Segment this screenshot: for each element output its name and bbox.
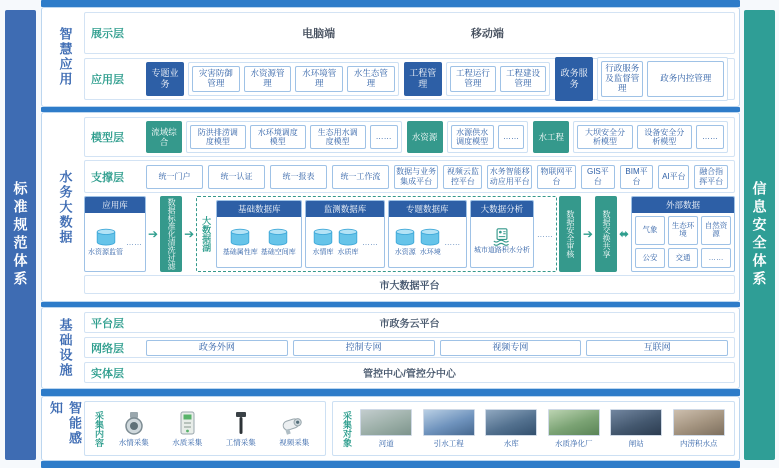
section-label-infrastructure: 基础设施 (57, 318, 73, 378)
special-business-items (188, 62, 399, 96)
application-database-body (85, 213, 145, 271)
network-layer-row (84, 337, 735, 358)
cylinder-label: 基础空间库 (260, 248, 296, 256)
reservoir-photo (485, 409, 537, 436)
standards-system-rail: 标准规范体系 (5, 10, 36, 460)
support-item: BIM平台 (620, 165, 654, 189)
flow-double-arrow-icon: ⬌ (618, 227, 629, 241)
ellipsis-text: …… (362, 237, 378, 247)
model-layer-label: 模型层 (91, 132, 124, 144)
engineering-items (446, 62, 550, 96)
app-item: 工程建设管理 (500, 66, 546, 92)
database-cylinder-icon (229, 228, 251, 246)
network-layer-label: 网络层 (91, 342, 124, 355)
support-layer-row (84, 160, 735, 193)
ellipsis-text: …… (444, 237, 461, 247)
database-cylinder-icon (337, 228, 359, 246)
external-item: 交通 (668, 248, 698, 268)
flow-arrow-icon: ➔ (148, 227, 159, 241)
flow-arrow-icon: ➔ (184, 227, 195, 241)
model-item: 大坝安全分析模型 (577, 125, 632, 149)
database-cylinder-icon (419, 228, 441, 246)
app-item: 灾害防御管理 (192, 66, 240, 92)
ellipsis-box: …… (498, 125, 525, 149)
base-database-body (217, 217, 301, 267)
section-label-smart-sensing: 智能感知 (48, 401, 82, 446)
top-divider-bar (41, 0, 740, 7)
model-item: 防洪排涝调度模型 (190, 125, 246, 149)
info-security-system-rail: 信息安全体系 (744, 10, 775, 460)
basin-head: 流域综合 (146, 121, 182, 153)
object-item-label: 引水工程 (433, 438, 464, 448)
ellipsis-text: …… (536, 229, 553, 239)
base-database-box (216, 200, 302, 268)
model-item: 设备安全分析模型 (637, 125, 692, 149)
network-item: 控制专网 (293, 340, 435, 356)
data-security-audit-label: 数据安全审核 (565, 210, 575, 258)
network-item: 互联网 (586, 340, 728, 356)
display-layer-label: 展示层 (91, 28, 124, 40)
object-item (357, 409, 416, 449)
display-layer-row (84, 12, 735, 54)
base-database-title: 基础数据库 (217, 201, 301, 217)
government-items (597, 57, 728, 100)
cylinder-label: 基础属性库 (222, 248, 258, 256)
sensor-probe-icon (235, 409, 247, 435)
data-cleansing-label: 数据标准化清洗过滤 (167, 198, 177, 270)
object-item-label: 河道 (378, 438, 394, 448)
city-big-data-platform-bar: 市大数据平台 (84, 275, 735, 294)
support-item: 物联网平台 (537, 165, 576, 189)
external-data-box (631, 196, 735, 272)
app-item: 水环境管理 (295, 66, 343, 92)
db-cylinder-item (223, 228, 258, 257)
sense-item-label: 工情采集 (225, 438, 256, 447)
support-item: 统一工作流 (332, 165, 389, 189)
ellipsis-box: …… (370, 125, 398, 149)
section-smart-application (41, 7, 740, 107)
thematic-database-box (388, 200, 467, 268)
water-engineering-head: 水工程 (533, 121, 569, 153)
database-cylinder-icon (267, 228, 289, 246)
section-label-smart-application: 智慧应用 (57, 27, 73, 87)
collection-objects-label: 采集对象 (341, 410, 352, 447)
external-item: 公安 (635, 248, 665, 268)
model-layer-row (84, 117, 735, 157)
application-database-box (84, 196, 146, 272)
big-data-analysis-title: 大数据分析 (471, 201, 533, 217)
data-exchange-share-label: 数据交换共享 (601, 210, 611, 258)
cylinder-label: 水资源监管 (88, 248, 123, 256)
camera-icon (281, 409, 307, 435)
object-item-label: 水库 (503, 438, 519, 448)
model-item: 水环境调度模型 (250, 125, 306, 149)
ellipsis-box: …… (696, 125, 724, 149)
support-item: 水务智能移动应用平台 (487, 165, 531, 189)
sense-item (216, 409, 266, 448)
app-item: 行政服务及监督管理 (601, 61, 643, 96)
sense-item-label: 水质采集 (172, 438, 203, 447)
section-water-big-data (41, 112, 740, 302)
database-cylinder-icon (394, 228, 416, 246)
big-data-analysis-box (470, 200, 534, 268)
support-item: 统一门户 (146, 165, 203, 189)
water-purification-plant-photo (548, 409, 600, 436)
application-layer-label: 应用层 (91, 74, 124, 86)
external-item: 自然资源 (701, 216, 731, 245)
gov-cloud-platform-label: 市政务云平台 (379, 319, 440, 330)
entity-layer-label: 实体层 (91, 367, 124, 380)
cylinder-label: 水质库 (337, 248, 359, 256)
object-item (670, 409, 729, 449)
cylinder-label: 水资源 (394, 248, 416, 256)
section-smart-sensing (41, 396, 740, 461)
support-item: GIS平台 (581, 165, 615, 189)
monitoring-database-box (305, 200, 384, 268)
sense-item (270, 409, 320, 448)
app-group-special-business (146, 62, 399, 96)
section-label-water-big-data: 水务大数据 (57, 169, 73, 245)
big-data-analysis-body (471, 217, 533, 267)
water-quality-meter-icon (180, 409, 195, 435)
data-flow-row (84, 196, 735, 272)
big-data-lake-label: 大数据湖 (201, 216, 212, 252)
sense-item (163, 409, 213, 448)
platform-layer-row (84, 312, 735, 333)
application-layer-row (84, 58, 735, 100)
cylinder-label: 水情库 (312, 248, 334, 256)
special-business-head: 专题业务 (146, 62, 184, 96)
waterlogging-analysis-icon (492, 228, 512, 246)
external-item: 生态环境 (668, 216, 698, 245)
analysis-item-label: 城市道路积水分析 (473, 247, 530, 255)
support-item: 统一认证 (208, 165, 265, 189)
app-item: 工程运行管理 (450, 66, 496, 92)
support-item: 统一报表 (270, 165, 327, 189)
object-item (545, 409, 604, 449)
application-database-title: 应用库 (85, 197, 145, 213)
model-group-basin (146, 121, 402, 153)
support-item: 视频云监控平台 (443, 165, 482, 189)
support-item: AI平台 (658, 165, 689, 189)
ellipsis-text: …… (126, 237, 142, 247)
external-data-grid (632, 213, 734, 271)
object-item-label: 水质净化厂 (555, 438, 593, 448)
mobile-terminal-label: 移动端 (470, 28, 504, 40)
monitoring-database-body (306, 217, 383, 267)
external-data-title: 外部数据 (632, 197, 734, 213)
db-cylinder-item (419, 228, 441, 257)
db-cylinder-item (261, 228, 296, 257)
support-item: 数据与业务集成平台 (394, 165, 438, 189)
water-engineering-models (573, 121, 728, 153)
bottom-divider-bar (41, 461, 740, 468)
waterlogging-point-photo (673, 409, 725, 436)
network-item: 政务外网 (146, 340, 288, 356)
big-data-lake (196, 196, 557, 272)
pc-terminal-label: 电脑端 (302, 28, 336, 40)
app-item: 水生态管理 (347, 66, 395, 92)
network-item: 视频专网 (440, 340, 582, 356)
collection-content-box (84, 401, 326, 456)
basin-models (186, 121, 402, 153)
water-diversion-project-photo (423, 409, 475, 436)
support-layer-label: 支撑层 (91, 171, 124, 184)
sense-item (109, 409, 159, 448)
flow-arrow-icon: ➔ (582, 227, 593, 241)
database-cylinder-icon (95, 228, 117, 246)
object-item (420, 409, 479, 449)
object-item-label: 闸站 (628, 438, 644, 448)
monitoring-database-title: 监测数据库 (306, 201, 383, 217)
platform-layer-label: 平台层 (91, 317, 124, 330)
engineering-head: 工程管理 (404, 62, 442, 96)
water-resource-head: 水资源 (407, 121, 443, 153)
sluice-station-photo (610, 409, 662, 436)
db-cylinder-item (337, 228, 359, 257)
object-item (482, 409, 541, 449)
section-infrastructure (41, 307, 740, 389)
divider-bar (41, 389, 740, 396)
object-item-label: 内涝积水点 (680, 438, 718, 448)
model-item: 生态用水调度模型 (310, 125, 366, 149)
collection-content-label: 采集内容 (93, 410, 104, 447)
db-cylinder-item (88, 228, 123, 257)
db-cylinder-item (394, 228, 416, 257)
support-item: 融合指挥平台 (694, 165, 728, 189)
water-resource-models (447, 121, 529, 153)
control-center-label: 管控中心/管控分中心 (363, 369, 456, 380)
model-group-water-resource (407, 121, 529, 153)
entity-layer-row (84, 362, 735, 383)
db-cylinder-item (312, 228, 334, 257)
sense-item-label: 视频采集 (279, 438, 310, 447)
flow-meter-icon (123, 409, 145, 435)
sense-item-label: 水情采集 (118, 438, 149, 447)
ellipsis-box: …… (701, 248, 731, 268)
thematic-database-title: 专题数据库 (389, 201, 466, 217)
river-channel-photo (360, 409, 412, 436)
model-item: 水源供水调度模型 (451, 125, 494, 149)
app-group-government (555, 57, 728, 100)
collection-objects-box (332, 401, 735, 456)
thematic-database-body (389, 217, 466, 267)
external-item: 气象 (635, 216, 665, 245)
database-cylinder-icon (312, 228, 334, 246)
app-group-engineering (404, 62, 550, 96)
object-item (607, 409, 666, 449)
data-cleansing-box (160, 196, 182, 272)
data-exchange-share-box (595, 196, 617, 272)
model-group-water-engineering (533, 121, 728, 153)
app-item: 政务内控管理 (647, 61, 724, 96)
diagram-content (41, 0, 740, 468)
data-security-audit-box (559, 196, 581, 272)
government-head: 政务服务 (555, 57, 593, 100)
app-item: 水资源管理 (244, 66, 292, 92)
cylinder-label: 水环境 (419, 248, 441, 256)
